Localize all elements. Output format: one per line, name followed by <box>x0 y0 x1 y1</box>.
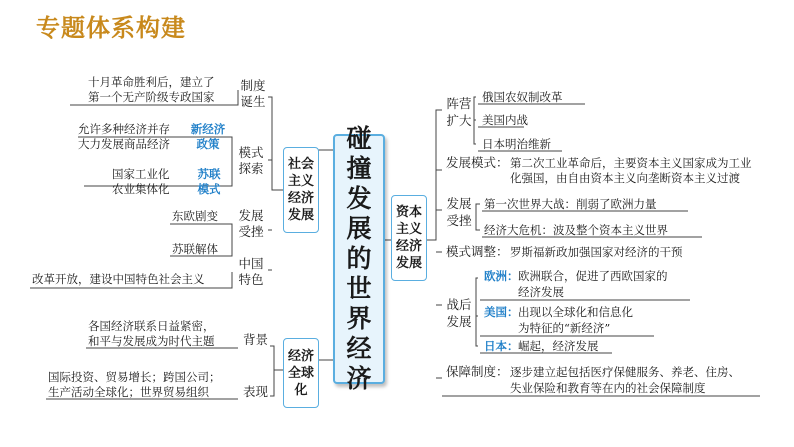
socialism-economy-label: 社会主义经济发展 <box>287 157 314 223</box>
camp-expand-label: 阵营扩大 <box>446 96 472 128</box>
manifest-text-line-1: 国际投资、贸易增长；跨国公司； <box>48 370 221 384</box>
central-topic-text: 碰撞发展的世界经济 <box>346 124 372 393</box>
nep-text-line-2: 大力发展商品经济 <box>78 137 170 151</box>
us-civil-war: 美国内战 <box>482 113 528 127</box>
nep-tag-line-2: 政策 <box>196 137 220 151</box>
mode-explore-label: 模式探索 <box>238 145 264 176</box>
socialism-economy-box <box>283 147 319 233</box>
soviet-text-line-2: 农业集体化 <box>112 182 170 196</box>
europe-text-line-2: 经济发展 <box>518 285 564 299</box>
soviet-dissolution: 苏联解体 <box>172 242 218 256</box>
great-depression-text: 经济大危机：波及整个资本主义世界 <box>484 223 668 237</box>
dev-mode-text-line-1: 第二次工业革命后，主要资本主义国家成为工业 <box>510 156 752 170</box>
japan-tag: 日本： <box>484 339 519 353</box>
dev-mode-text-line-2: 化强国，由自由资本主义向垄断资本主义过渡 <box>510 171 740 185</box>
manifest-text-line-2: 生产活动全球化；世界贸易组织 <box>48 385 209 399</box>
right-setback-label: 发展受挫 <box>446 196 472 228</box>
manifestation-label: 表现 <box>243 384 269 399</box>
mode-adjust-label: 模式调整： <box>446 244 509 259</box>
china-characteristic-label: 中国特色 <box>238 256 264 287</box>
soviet-text-line-1: 国家工业化 <box>112 167 170 181</box>
central-topic <box>333 124 385 393</box>
soviet-tag-line-1: 苏联 <box>197 167 221 181</box>
usa-text-line-1: 出现以全球化和信息化 <box>518 305 633 319</box>
system-birth-label: 制度诞生 <box>240 78 266 109</box>
usa-tag: 美国： <box>484 305 519 319</box>
russia-serfdom-reform: 俄国农奴制改革 <box>482 90 563 104</box>
capitalism-economy-box <box>391 195 427 281</box>
eastern-europe-upheaval: 东欧剧变 <box>172 209 218 223</box>
security-text-line-2: 失业保险和教育等在内的社会保障制度 <box>510 381 706 395</box>
dev-mode-label: 发展模式： <box>446 155 509 170</box>
globalization-box <box>283 338 319 408</box>
system-text-line-1: 十月革命胜利后，建立了 <box>88 75 215 89</box>
globalization-label: 经济全球化 <box>287 348 314 398</box>
europe-text-line-1: 欧洲联合，促进了西欧国家的 <box>518 269 668 283</box>
nep-text-line-1: 允许多种经济并存 <box>78 122 170 136</box>
usa-text-line-2: 为特征的“新经济” <box>518 321 611 335</box>
page-title: 专题体系构建 <box>36 14 186 42</box>
nep-tag-line-1: 新经济 <box>190 122 226 136</box>
new-deal-text: 罗斯福新政加强国家对经济的干预 <box>510 245 683 259</box>
security-text-line-1: 逐步建立起包括医疗保健服务、养老、住房、 <box>510 365 740 379</box>
china-reform-text: 改革开放，建设中国特色社会主义 <box>32 272 205 286</box>
ww1-text: 第一次世界大战：削弱了欧洲力量 <box>484 197 657 211</box>
background-text-line-2: 和平与发展成为时代主题 <box>88 334 215 348</box>
europe-tag: 欧洲： <box>484 269 519 283</box>
system-text-line-2: 第一个无产阶级专政国家 <box>88 90 215 104</box>
left-setback-label: 发展受挫 <box>238 208 264 239</box>
capitalism-economy-label: 资本主义经济发展 <box>395 205 422 271</box>
security-system-label: 保障制度： <box>446 364 509 379</box>
soviet-tag-line-2: 模式 <box>197 182 221 196</box>
background-label: 背景 <box>243 332 269 347</box>
postwar-dev-label: 战后发展 <box>446 297 472 329</box>
japan-text: 崛起，经济发展 <box>518 339 599 353</box>
meiji-restoration: 日本明治维新 <box>482 137 551 151</box>
background-text-line-1: 各国经济联系日益紧密， <box>88 319 215 333</box>
